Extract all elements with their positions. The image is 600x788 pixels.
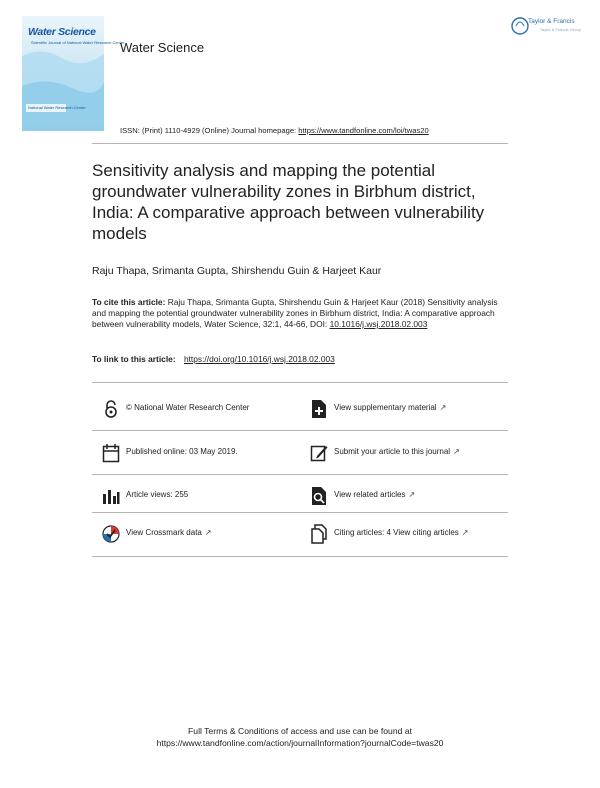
edit-pen-icon xyxy=(310,443,328,463)
published-date-text: Published online: 03 May 2019. xyxy=(126,447,238,456)
divider xyxy=(92,556,508,557)
view-supplementary-text: View supplementary material xyxy=(334,403,437,412)
open-access-lock-icon xyxy=(102,399,120,419)
external-link-icon: ↗ xyxy=(408,490,416,499)
journal-homepage-link[interactable]: https://www.tandfonline.com/loi/twas20 xyxy=(298,126,429,135)
cover-title: Water Science xyxy=(28,26,96,38)
journal-name: Water Science xyxy=(120,40,205,55)
divider xyxy=(92,512,508,513)
crossmark-icon xyxy=(102,524,120,544)
external-link-icon: ↗ xyxy=(461,528,469,537)
article-doi-url-link[interactable]: https://doi.org/10.1016/j.wsj.2018.02.003 xyxy=(183,354,335,364)
cover-publisher: National Water Research Center xyxy=(28,105,86,110)
view-citing-link[interactable] xyxy=(334,528,469,537)
citation-text: Raju Thapa, Srimanta Gupta, Shirshendu Guin & Harjeet Kaur (2018) Sensitivity analysis and mapping the potential groundwater vulnerability zones in Birbhum district, India: A comparative approach between vulnerability models, Water Science, 32:1, 44-66, DOI: xyxy=(92,297,498,329)
footer xyxy=(0,725,600,749)
issn-text: ISSN: (Print) 1110-4929 (Online) Journal homepage: xyxy=(120,126,297,135)
search-document-icon xyxy=(310,486,328,506)
citation-doi-link[interactable]: 10.1016/j.wsj.2018.02.003 xyxy=(329,319,428,329)
view-related-text: View related articles xyxy=(334,490,406,499)
view-crossmark-link[interactable] xyxy=(126,528,212,537)
submit-cell[interactable] xyxy=(304,435,512,475)
copy-documents-icon xyxy=(310,524,328,544)
citing-cell[interactable] xyxy=(304,516,512,556)
external-link-icon: ↗ xyxy=(439,403,447,412)
article-link-row xyxy=(92,354,335,364)
footer-terms-text: Full Terms & Conditions of access and use can be found at xyxy=(188,726,412,736)
bar-chart-icon xyxy=(102,486,120,506)
submit-article-link[interactable] xyxy=(334,447,460,456)
publisher-logo-text: Taylor & Francis xyxy=(528,18,575,25)
publisher-group-text: Taylor & Francis Group xyxy=(540,27,581,32)
article-title: Sensitivity analysis and mapping the potential groundwater vulnerability zones in Birbhum district, India: A comparative approach between vulnerability models xyxy=(92,161,485,243)
view-related-link[interactable] xyxy=(334,490,415,499)
cover-subtitle: Scientific Journal of National Water Research Center xyxy=(31,40,125,45)
external-link-icon: ↗ xyxy=(204,528,212,537)
document-plus-icon xyxy=(310,399,328,419)
article-link-label: To link to this article: xyxy=(92,354,176,364)
citation-block xyxy=(92,297,512,330)
citation-label: To cite this article: xyxy=(92,297,166,307)
open-access-cell xyxy=(96,391,304,431)
article-views-text: Article views: 255 xyxy=(126,490,189,499)
submit-article-text: Submit your article to this journal xyxy=(334,447,451,456)
published-cell xyxy=(96,435,304,475)
divider xyxy=(92,143,508,144)
external-link-icon: ↗ xyxy=(453,447,460,456)
supplementary-cell[interactable] xyxy=(304,391,512,431)
journal-cover-thumbnail xyxy=(22,16,125,131)
view-crossmark-text: View Crossmark data xyxy=(126,528,202,537)
view-supplementary-link[interactable] xyxy=(334,403,446,412)
divider xyxy=(92,474,508,475)
calendar-icon xyxy=(102,443,120,463)
copyright-text: © National Water Research Center xyxy=(126,403,250,412)
issn-row xyxy=(120,126,429,135)
divider xyxy=(92,430,508,431)
footer-terms-link[interactable]: https://www.tandfonline.com/action/journalInformation?journalCode=twas20 xyxy=(156,738,444,748)
crossmark-cell[interactable] xyxy=(96,516,304,556)
citing-articles-text: Citing articles: 4 View citing articles xyxy=(334,528,459,537)
article-authors: Raju Thapa, Srimanta Gupta, Shirshendu Guin & Harjeet Kaur xyxy=(92,265,382,277)
divider xyxy=(92,382,508,383)
